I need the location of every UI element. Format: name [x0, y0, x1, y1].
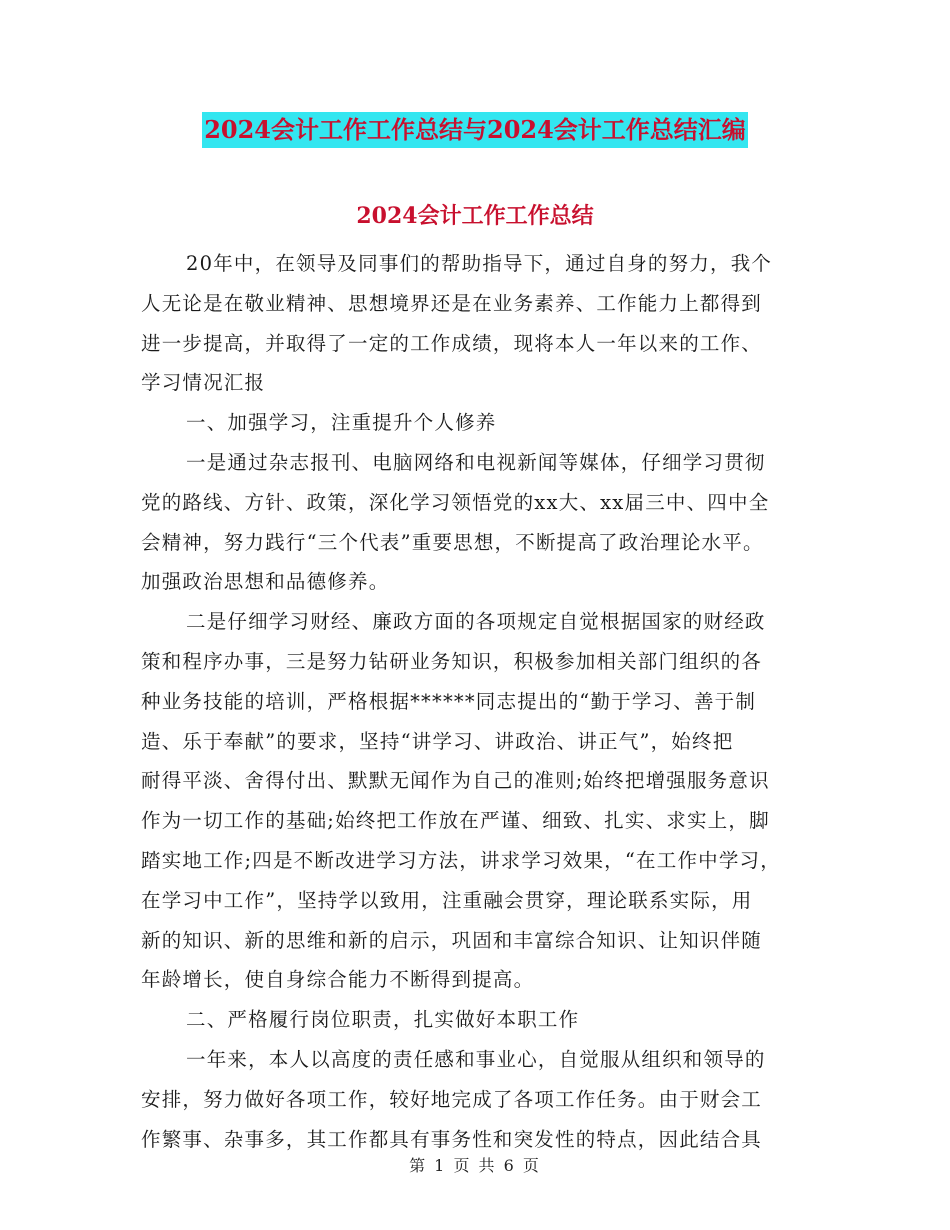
body-line: 党的路线、方针、政策，深化学习领悟党的xx大、xx届三中、四中全 [141, 490, 770, 514]
body-line: 年龄增长，使自身综合能力不断得到提高。 [141, 968, 535, 992]
body-line: 耐得平淡、舍得付出、默默无闻作为自己的准则;始终把增强服务意识 [141, 769, 770, 793]
body-line: 20年中，在领导及同事们的帮助指导下，通过自身的努力，我个 [186, 252, 773, 275]
page-footer: 第 1 页 共 6 页 [409, 1156, 541, 1175]
body-line: 踏实地工作;四是不断改进学习方法，讲求学习效果，“在工作中学习， [141, 848, 781, 872]
body-line: 作繁事、杂事多，其工作都具有事务性和突发性的特点，因此结合具 [141, 1127, 763, 1151]
body-line: 一、加强学习，注重提升个人修养 [186, 411, 497, 435]
body-line: 一是通过杂志报刊、电脑网络和电视新闻等媒体，仔细学习贯彻 [186, 450, 766, 474]
body-line: 安排，努力做好各项工作，较好地完成了各项工作任务。由于财会工 [141, 1087, 763, 1111]
body-line: 策和程序办事，三是努力钻研业务知识，积极参加相关部门组织的各 [141, 649, 763, 673]
body-line: 二、严格履行岗位职责，扎实做好本职工作 [186, 1008, 580, 1032]
document-title: 2024会计工作工作总结与2024会计工作总结汇编 [202, 112, 748, 148]
body-line: 造、乐于奉献”的要求，坚持“讲学习、讲政治、讲正气”，始终把 [141, 729, 734, 753]
body-line: 进一步提高，并取得了一定的工作成绩，现将本人一年以来的工作、 [141, 331, 763, 355]
body-line: 作为一切工作的基础;始终把工作放在严谨、细致、扎实、求实上，脚 [141, 809, 770, 833]
body-line: 会精神，努力践行“三个代表”重要思想，不断提高了政治理论水平。 [141, 530, 764, 554]
body-line: 二是仔细学习财经、廉政方面的各项规定自觉根据国家的财经政 [186, 610, 766, 634]
body-line: 在学习中工作”，坚持学以致用，注重融会贯穿，理论联系实际，用 [141, 888, 753, 912]
section-title: 2024会计工作工作总结 [356, 203, 594, 229]
body-line: 加强政治思想和品德修养。 [141, 570, 390, 594]
body-line: 一年来，本人以高度的责任感和事业心，自觉服从组织和领导的 [186, 1047, 766, 1071]
body-line: 学习情况汇报 [141, 371, 266, 395]
body-line: 人无论是在敬业精神、思想境界还是在业务素养、工作能力上都得到 [141, 291, 763, 315]
body-line: 种业务技能的培训，严格根据******同志提出的“勤于学习、善于制 [141, 689, 757, 713]
body-line: 新的知识、新的思维和新的启示，巩固和丰富综合知识、让知识伴随 [141, 928, 763, 952]
document-title-container [0, 112, 950, 148]
document-body [141, 244, 821, 1159]
